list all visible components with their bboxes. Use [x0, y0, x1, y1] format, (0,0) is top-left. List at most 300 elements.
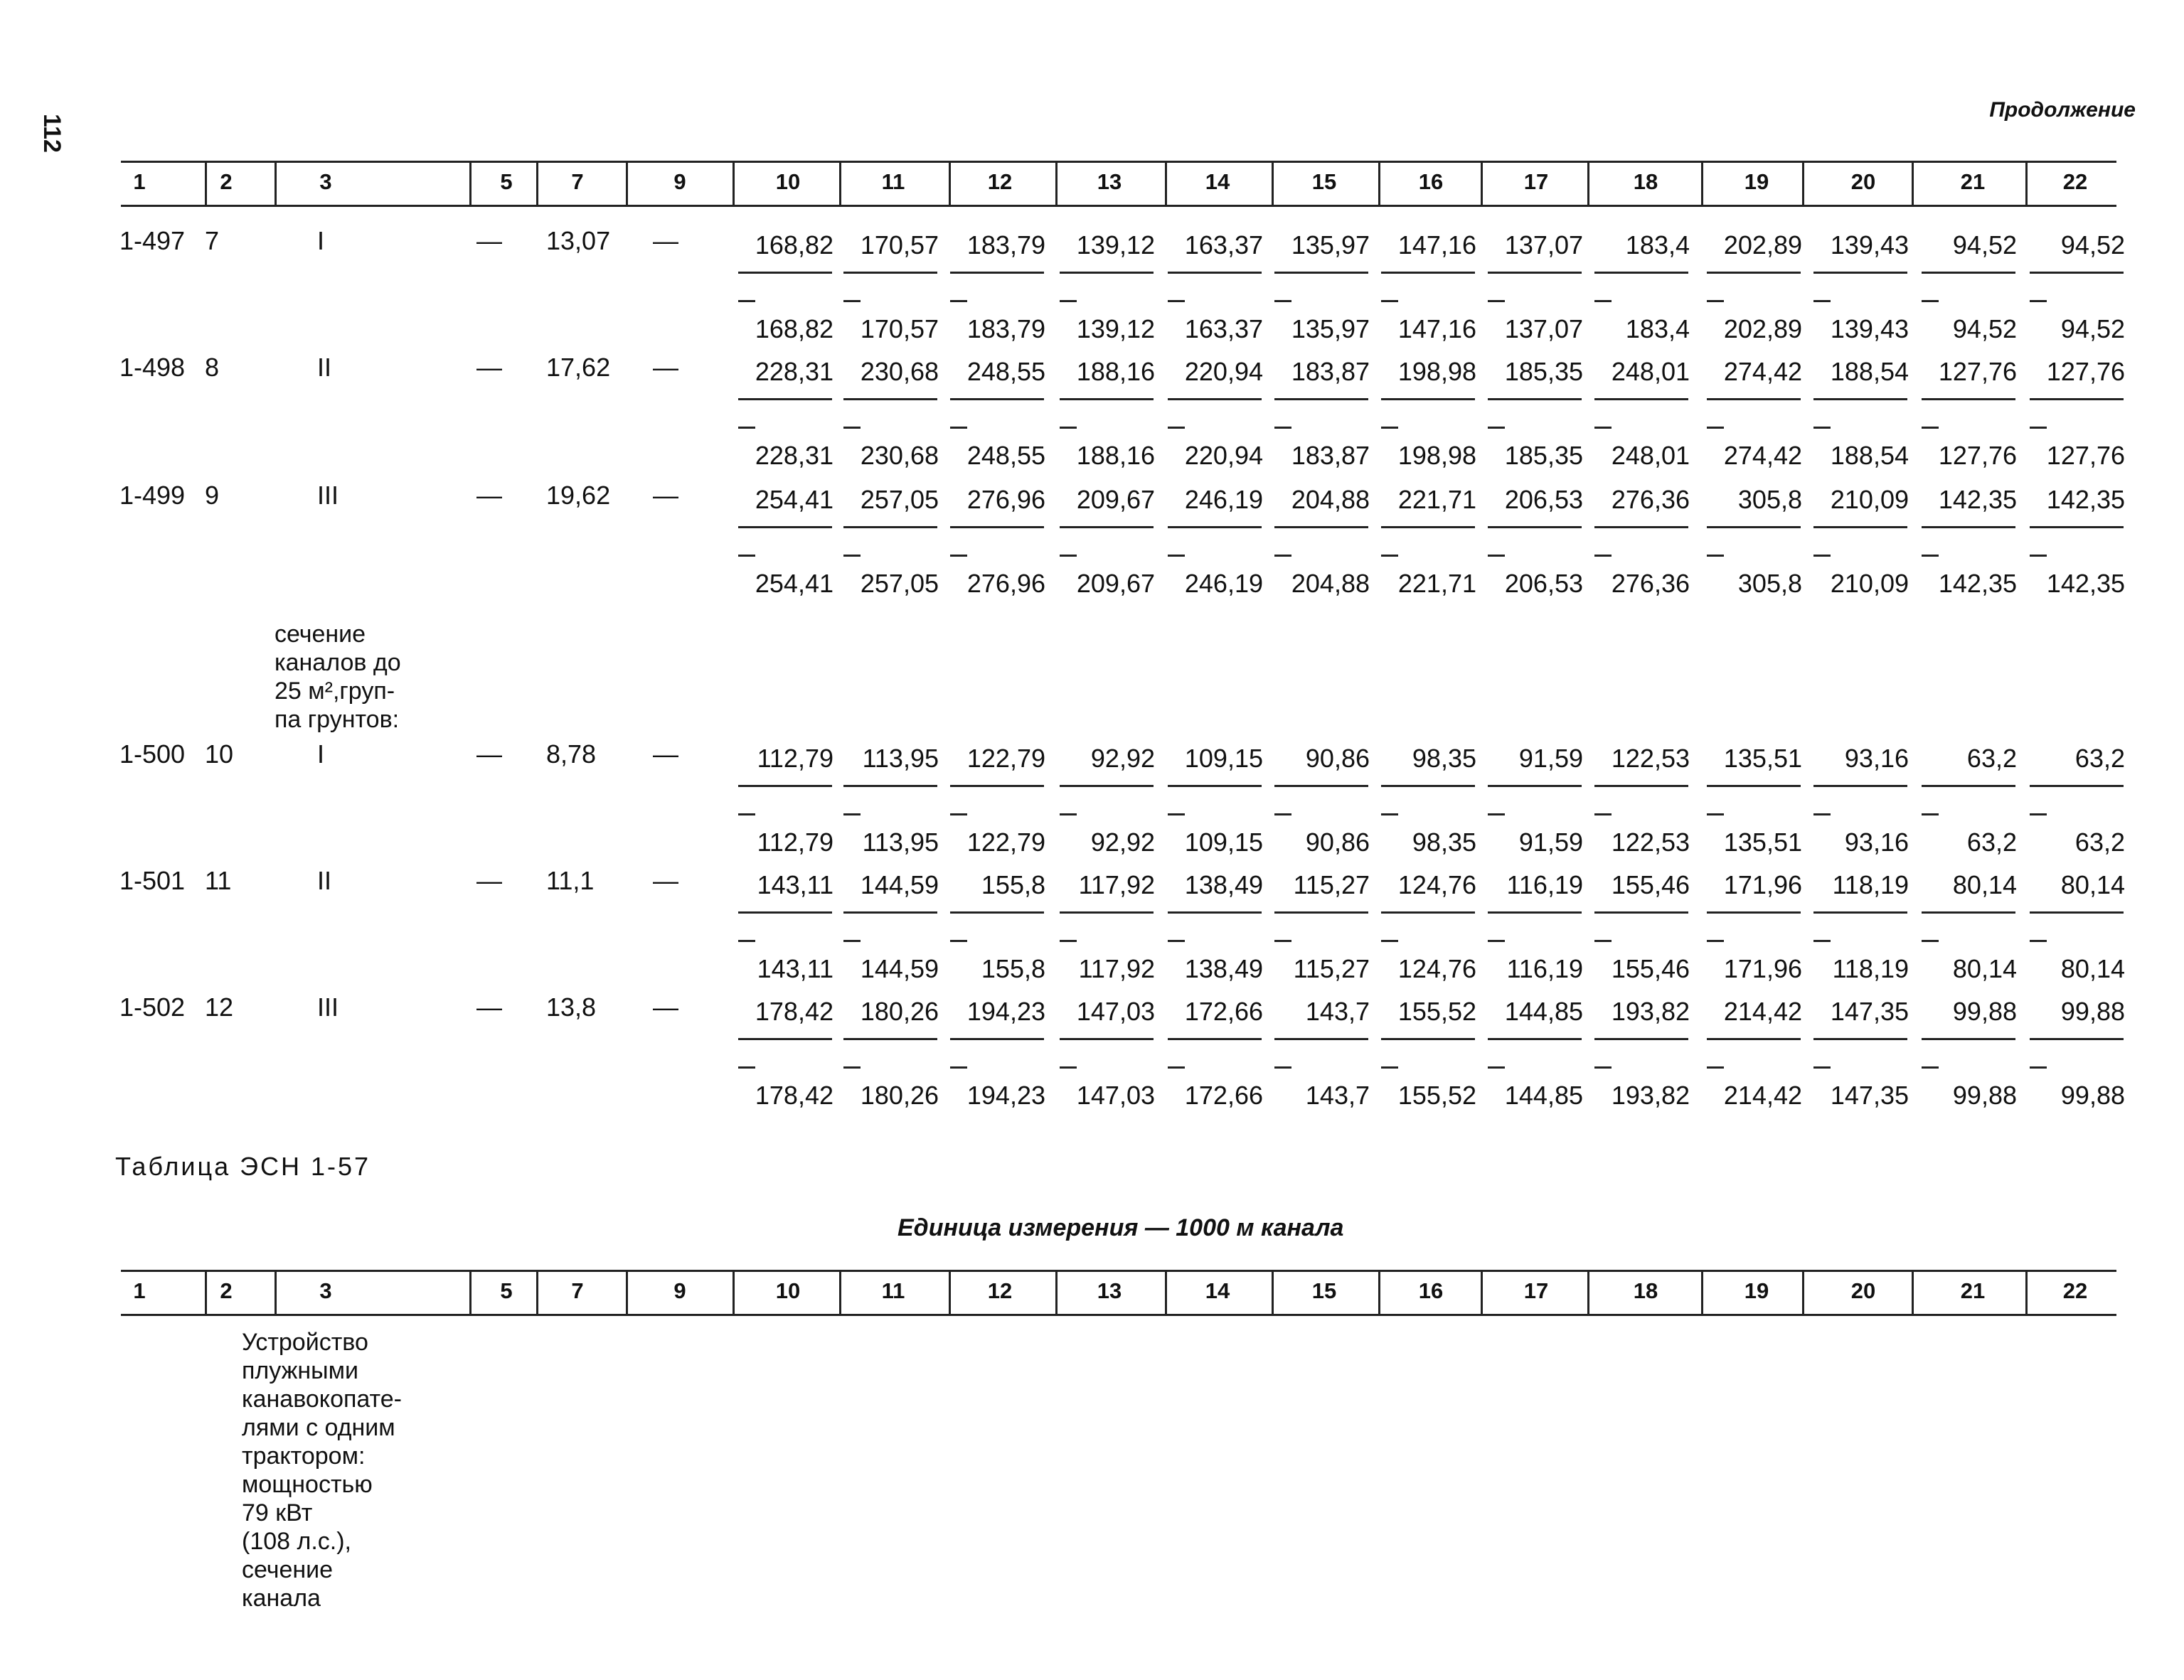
fraction-denominator: 94,52: [2060, 314, 2125, 343]
fraction-denominator: 92,92: [1090, 828, 1155, 857]
fraction-dash: [950, 940, 967, 942]
column-separator: [1912, 161, 1914, 205]
value-col-5: —: [476, 739, 502, 769]
fraction-dash: [2030, 427, 2047, 429]
continuation-label: Продолжение: [1989, 98, 2136, 122]
fraction-denominator: 155,8: [981, 954, 1045, 983]
fraction-dash: [1594, 813, 1612, 815]
fraction-denominator: 135,51: [1723, 828, 1802, 857]
fraction-dash: [1813, 555, 1831, 557]
fraction-numerator: 246,19: [1184, 485, 1263, 514]
fraction-denominator: 254,41: [755, 569, 833, 598]
column-header-17: 17: [1523, 1278, 1549, 1303]
fraction-dash: [1922, 427, 1939, 429]
fraction-denominator: 214,42: [1723, 1081, 1802, 1110]
fraction-line: [950, 272, 1044, 274]
column-separator: [1912, 1270, 1914, 1314]
column-header-11: 11: [881, 169, 905, 194]
column-header-5: 5: [500, 1278, 513, 1303]
fraction-line: [843, 398, 937, 400]
fraction-numerator: 248,55: [966, 357, 1045, 386]
fraction-denominator: 90,86: [1305, 828, 1370, 857]
fraction-dash: [1594, 555, 1612, 557]
column-separator: [1055, 161, 1058, 205]
fraction-numerator: 115,27: [1293, 870, 1370, 899]
fraction-numerator: 80,14: [1952, 870, 2017, 899]
fraction-dash: [950, 300, 967, 302]
fraction-line: [738, 785, 832, 787]
column-separator: [2025, 161, 2028, 205]
fraction-line: [1813, 526, 1907, 528]
fraction-dash: [1488, 940, 1505, 942]
column-header-10: 10: [775, 169, 801, 194]
row-number: 9: [205, 481, 220, 510]
column-header-7: 7: [571, 169, 584, 194]
fraction-line: [1274, 398, 1368, 400]
fraction-numerator: 257,05: [860, 485, 939, 514]
fraction-dash: [1813, 300, 1831, 302]
column-header-15: 15: [1311, 169, 1337, 194]
fraction-numerator: 155,52: [1397, 997, 1476, 1026]
fraction-denominator: 112,79: [757, 828, 833, 857]
fraction-dash: [1060, 1066, 1077, 1069]
fraction-denominator: 143,11: [757, 954, 833, 983]
fraction-line: [1488, 398, 1582, 400]
fraction-denominator: 122,79: [966, 828, 1045, 857]
fraction-dash: [843, 940, 861, 942]
fraction-dash: [738, 940, 755, 942]
fraction-denominator: 93,16: [1844, 828, 1909, 857]
fraction-dash: [1060, 940, 1077, 942]
fraction-dash: [1381, 940, 1398, 942]
fraction-denominator: 183,4: [1625, 314, 1690, 343]
fraction-dash: [843, 300, 861, 302]
fraction-numerator: 274,42: [1723, 357, 1802, 386]
column-header-9: 9: [673, 1278, 686, 1303]
row-number: 11: [205, 866, 232, 895]
fraction-dash: [738, 300, 755, 302]
fraction-numerator: 185,35: [1504, 357, 1583, 386]
fraction-numerator: 206,53: [1504, 485, 1583, 514]
fraction-denominator: 144,85: [1504, 1081, 1583, 1110]
soil-group: I: [317, 739, 325, 769]
fraction-dash: [1594, 1066, 1612, 1069]
fraction-numerator: 142,35: [2046, 485, 2125, 514]
fraction-numerator: 98,35: [1412, 744, 1476, 773]
value-col-7: 17,62: [546, 353, 611, 382]
fraction-dash: [1381, 300, 1398, 302]
column-header-21: 21: [1960, 1278, 1986, 1303]
fraction-dash: [843, 1066, 861, 1069]
fraction-denominator: 183,79: [966, 314, 1045, 343]
fraction-denominator: 155,52: [1397, 1081, 1476, 1110]
fraction-dash: [1274, 300, 1291, 302]
fraction-dash: [1060, 427, 1077, 429]
fraction-line: [2030, 526, 2124, 528]
fraction-line: [738, 911, 832, 914]
column-separator: [536, 1270, 538, 1314]
fraction-denominator: 193,82: [1611, 1081, 1690, 1110]
fraction-numerator: 180,26: [860, 997, 939, 1026]
fraction-dash: [950, 1066, 967, 1069]
fraction-line: [1381, 785, 1475, 787]
fraction-numerator: 188,16: [1076, 357, 1155, 386]
value-col-9: —: [653, 481, 678, 510]
work-description: Устройство плужными канавокопате- лями с одним трактором: мощностью 79 кВт (108 л.с.), сечение канала: [242, 1329, 402, 1612]
fraction-numerator: 93,16: [1844, 744, 1909, 773]
fraction-line: [1488, 1038, 1582, 1040]
fraction-dash: [2030, 555, 2047, 557]
fraction-line: [843, 785, 937, 787]
fraction-line: [1168, 1038, 1262, 1040]
column-separator: [1165, 1270, 1167, 1314]
fraction-numerator: 155,46: [1611, 870, 1690, 899]
fraction-line: [1594, 785, 1688, 787]
column-header-10: 10: [775, 1278, 801, 1303]
fraction-numerator: 254,41: [755, 485, 833, 514]
fraction-numerator: 144,85: [1504, 997, 1583, 1026]
column-header-21: 21: [1960, 169, 1986, 194]
fraction-dash: [1707, 300, 1724, 302]
fraction-line: [1922, 911, 2015, 914]
fraction-denominator: 246,19: [1184, 569, 1263, 598]
fraction-dash: [1922, 813, 1939, 815]
fraction-denominator: 63,2: [2074, 828, 2125, 857]
fraction-denominator: 206,53: [1504, 569, 1583, 598]
fraction-numerator: 147,16: [1397, 230, 1476, 260]
column-header-18: 18: [1633, 169, 1658, 194]
fraction-line: [1060, 1038, 1154, 1040]
value-col-9: —: [653, 226, 678, 255]
fraction-dash: [1274, 813, 1291, 815]
fraction-dash: [1707, 813, 1724, 815]
fraction-dash: [1488, 427, 1505, 429]
fraction-denominator: 80,14: [2060, 954, 2125, 983]
fraction-dash: [1060, 300, 1077, 302]
fraction-denominator: 305,8: [1737, 569, 1802, 598]
column-header-16: 16: [1418, 1278, 1444, 1303]
column-header-20: 20: [1850, 1278, 1876, 1303]
fraction-line: [950, 526, 1044, 528]
fraction-numerator: 210,09: [1830, 485, 1909, 514]
column-separator: [626, 1270, 628, 1314]
fraction-denominator: 188,54: [1830, 441, 1909, 470]
fraction-line: [1594, 911, 1688, 914]
fraction-denominator: 188,16: [1076, 441, 1155, 470]
column-separator: [205, 1270, 207, 1314]
fraction-dash: [1381, 427, 1398, 429]
fraction-denominator: 185,35: [1504, 441, 1583, 470]
fraction-numerator: 112,79: [757, 744, 833, 773]
fraction-denominator: 221,71: [1397, 569, 1476, 598]
fraction-denominator: 178,42: [755, 1081, 833, 1110]
fraction-numerator: 202,89: [1723, 230, 1802, 260]
fraction-dash: [2030, 813, 2047, 815]
column-header-18: 18: [1633, 1278, 1658, 1303]
fraction-line: [1594, 398, 1688, 400]
fraction-numerator: 183,79: [966, 230, 1045, 260]
value-col-9: —: [653, 993, 678, 1022]
column-separator: [2025, 1270, 2028, 1314]
row-code: 1-500: [119, 739, 186, 769]
column-separator: [536, 161, 538, 205]
fraction-denominator: 98,35: [1412, 828, 1476, 857]
fraction-line: [2030, 785, 2124, 787]
fraction-dash: [1381, 813, 1398, 815]
fraction-denominator: 257,05: [860, 569, 939, 598]
value-col-5: —: [476, 866, 502, 895]
fraction-numerator: 143,11: [757, 870, 833, 899]
fraction-line: [1060, 272, 1154, 274]
column-separator: [1481, 161, 1483, 205]
fraction-line: [2030, 272, 2124, 274]
fraction-line: [1381, 398, 1475, 400]
fraction-denominator: 91,59: [1518, 828, 1583, 857]
fraction-numerator: 170,57: [860, 230, 939, 260]
column-separator: [469, 1270, 472, 1314]
fraction-dash: [738, 1066, 755, 1069]
fraction-denominator: 276,36: [1611, 569, 1690, 598]
fraction-numerator: 109,15: [1184, 744, 1263, 773]
column-separator: [1587, 161, 1589, 205]
fraction-dash: [1707, 427, 1724, 429]
column-header-1: 1: [133, 169, 146, 194]
fraction-line: [1168, 911, 1262, 914]
fraction-numerator: 117,92: [1078, 870, 1155, 899]
fraction-denominator: 168,82: [755, 314, 833, 343]
column-separator: [469, 161, 472, 205]
column-header-13: 13: [1097, 169, 1122, 194]
fraction-line: [1813, 272, 1907, 274]
fraction-denominator: 248,55: [966, 441, 1045, 470]
soil-group: III: [317, 993, 339, 1022]
fraction-numerator: 276,36: [1611, 485, 1690, 514]
fraction-line: [1488, 272, 1582, 274]
fraction-dash: [843, 555, 861, 557]
fraction-dash: [1274, 1066, 1291, 1069]
fraction-numerator: 127,76: [1938, 357, 2017, 386]
fraction-numerator: 63,2: [1966, 744, 2017, 773]
fraction-line: [1381, 272, 1475, 274]
fraction-dash: [1594, 300, 1612, 302]
column-header-19: 19: [1744, 1278, 1769, 1303]
fraction-denominator: 116,19: [1506, 954, 1583, 983]
fraction-line: [2030, 911, 2124, 914]
header-bottom-rule: [121, 1314, 2116, 1316]
fraction-denominator: 99,88: [2060, 1081, 2125, 1110]
fraction-dash: [1707, 1066, 1724, 1069]
value-col-9: —: [653, 739, 678, 769]
fraction-dash: [843, 813, 861, 815]
fraction-numerator: 122,53: [1611, 744, 1690, 773]
value-col-7: 13,8: [546, 993, 597, 1022]
row-code: 1-501: [119, 866, 186, 895]
fraction-numerator: 204,88: [1291, 485, 1370, 514]
fraction-numerator: 305,8: [1737, 485, 1802, 514]
fraction-denominator: 228,31: [755, 441, 833, 470]
column-header-13: 13: [1097, 1278, 1122, 1303]
column-header-22: 22: [2062, 169, 2088, 194]
column-header-20: 20: [1850, 169, 1876, 194]
fraction-numerator: 91,59: [1518, 744, 1583, 773]
fraction-denominator: 204,88: [1291, 569, 1370, 598]
column-separator: [1165, 161, 1167, 205]
fraction-denominator: 248,01: [1611, 441, 1690, 470]
fraction-dash: [1168, 813, 1185, 815]
row-code: 1-497: [119, 226, 186, 255]
fraction-line: [1594, 1038, 1688, 1040]
fraction-dash: [1274, 555, 1291, 557]
fraction-denominator: 139,43: [1830, 314, 1909, 343]
column-separator: [1481, 1270, 1483, 1314]
fraction-dash: [1168, 300, 1185, 302]
fraction-line: [738, 272, 832, 274]
fraction-denominator: 163,37: [1184, 314, 1263, 343]
fraction-line: [1813, 1038, 1907, 1040]
fraction-line: [1381, 526, 1475, 528]
fraction-dash: [1922, 1066, 1939, 1069]
fraction-line: [1168, 398, 1262, 400]
column-separator: [1378, 161, 1380, 205]
column-header-11: 11: [881, 1278, 905, 1303]
fraction-line: [1274, 911, 1368, 914]
header-bottom-rule: [121, 205, 2116, 207]
fraction-denominator: 80,14: [1952, 954, 2017, 983]
fraction-dash: [738, 813, 755, 815]
fraction-dash: [950, 555, 967, 557]
fraction-denominator: 276,96: [966, 569, 1045, 598]
column-separator: [733, 161, 735, 205]
column-separator: [839, 1270, 841, 1314]
fraction-denominator: 127,76: [1938, 441, 2017, 470]
fraction-numerator: 139,43: [1830, 230, 1909, 260]
fraction-denominator: 122,53: [1611, 828, 1690, 857]
column-header-14: 14: [1205, 1278, 1230, 1303]
column-header-12: 12: [987, 169, 1013, 194]
column-separator: [1587, 1270, 1589, 1314]
fraction-numerator: 230,68: [860, 357, 939, 386]
column-separator: [733, 1270, 735, 1314]
fraction-dash: [950, 813, 967, 815]
fraction-denominator: 138,49: [1184, 954, 1263, 983]
fraction-numerator: 276,96: [966, 485, 1045, 514]
fraction-denominator: 230,68: [860, 441, 939, 470]
fraction-denominator: 124,76: [1397, 954, 1476, 983]
fraction-denominator: 142,35: [2046, 569, 2125, 598]
header-top-rule: [121, 161, 2116, 163]
column-separator: [1272, 161, 1274, 205]
fraction-numerator: 172,66: [1184, 997, 1263, 1026]
fraction-numerator: 124,76: [1397, 870, 1476, 899]
fraction-line: [1381, 911, 1475, 914]
fraction-line: [1707, 526, 1801, 528]
column-separator: [205, 161, 207, 205]
value-col-5: —: [476, 481, 502, 510]
fraction-line: [1274, 272, 1368, 274]
fraction-line: [1060, 398, 1154, 400]
column-separator: [275, 161, 277, 205]
fraction-denominator: 137,07: [1504, 314, 1583, 343]
fraction-line: [1594, 272, 1688, 274]
fraction-numerator: 178,42: [755, 997, 833, 1026]
value-col-5: —: [476, 226, 502, 255]
fraction-line: [950, 398, 1044, 400]
column-separator: [839, 161, 841, 205]
fraction-denominator: 113,95: [862, 828, 939, 857]
fraction-numerator: 80,14: [2060, 870, 2125, 899]
value-col-7: 11,1: [546, 866, 595, 895]
row-code: 1-498: [119, 353, 186, 382]
column-header-7: 7: [571, 1278, 584, 1303]
fraction-line: [950, 911, 1044, 914]
fraction-denominator: 117,92: [1078, 954, 1155, 983]
fraction-dash: [1813, 813, 1831, 815]
fraction-dash: [1813, 1066, 1831, 1069]
fraction-denominator: 143,7: [1305, 1081, 1370, 1110]
fraction-numerator: 116,19: [1506, 870, 1583, 899]
fraction-line: [1707, 911, 1801, 914]
fraction-dash: [1707, 940, 1724, 942]
fraction-line: [1707, 1038, 1801, 1040]
soil-group: II: [317, 866, 332, 895]
fraction-line: [1488, 785, 1582, 787]
fraction-denominator: 109,15: [1184, 828, 1263, 857]
page-number: 112: [38, 114, 65, 153]
fraction-line: [1274, 1038, 1368, 1040]
column-separator: [626, 161, 628, 205]
value-col-5: —: [476, 353, 502, 382]
fraction-numerator: 193,82: [1611, 997, 1690, 1026]
fraction-line: [1922, 785, 2015, 787]
fraction-denominator: 171,96: [1723, 954, 1802, 983]
fraction-denominator: 180,26: [860, 1081, 939, 1110]
fraction-numerator: 99,88: [2060, 997, 2125, 1026]
fraction-line: [1168, 526, 1262, 528]
row-number: 7: [205, 226, 220, 255]
fraction-numerator: 147,35: [1830, 997, 1909, 1026]
fraction-line: [1813, 785, 1907, 787]
column-header-17: 17: [1523, 169, 1549, 194]
fraction-denominator: 170,57: [860, 314, 939, 343]
fraction-line: [843, 1038, 937, 1040]
fraction-dash: [1594, 940, 1612, 942]
fraction-denominator: 144,59: [860, 954, 939, 983]
column-header-1: 1: [133, 1278, 146, 1303]
fraction-dash: [1168, 427, 1185, 429]
fraction-denominator: 183,87: [1291, 441, 1370, 470]
fraction-dash: [738, 555, 755, 557]
fraction-numerator: 144,59: [860, 870, 939, 899]
fraction-numerator: 135,51: [1723, 744, 1802, 773]
fraction-dash: [1488, 1066, 1505, 1069]
fraction-line: [1922, 272, 2015, 274]
fraction-numerator: 138,49: [1184, 870, 1263, 899]
fraction-line: [1707, 272, 1801, 274]
column-header-14: 14: [1205, 169, 1230, 194]
fraction-dash: [1060, 813, 1077, 815]
fraction-dash: [1594, 427, 1612, 429]
fraction-denominator: 139,12: [1076, 314, 1155, 343]
fraction-numerator: 209,67: [1076, 485, 1155, 514]
fraction-dash: [1381, 555, 1398, 557]
column-header-19: 19: [1744, 169, 1769, 194]
fraction-numerator: 127,76: [2046, 357, 2125, 386]
fraction-denominator: 274,42: [1723, 441, 1802, 470]
fraction-line: [1381, 1038, 1475, 1040]
fraction-denominator: 99,88: [1952, 1081, 2017, 1110]
column-separator: [949, 1270, 951, 1314]
fraction-dash: [950, 427, 967, 429]
